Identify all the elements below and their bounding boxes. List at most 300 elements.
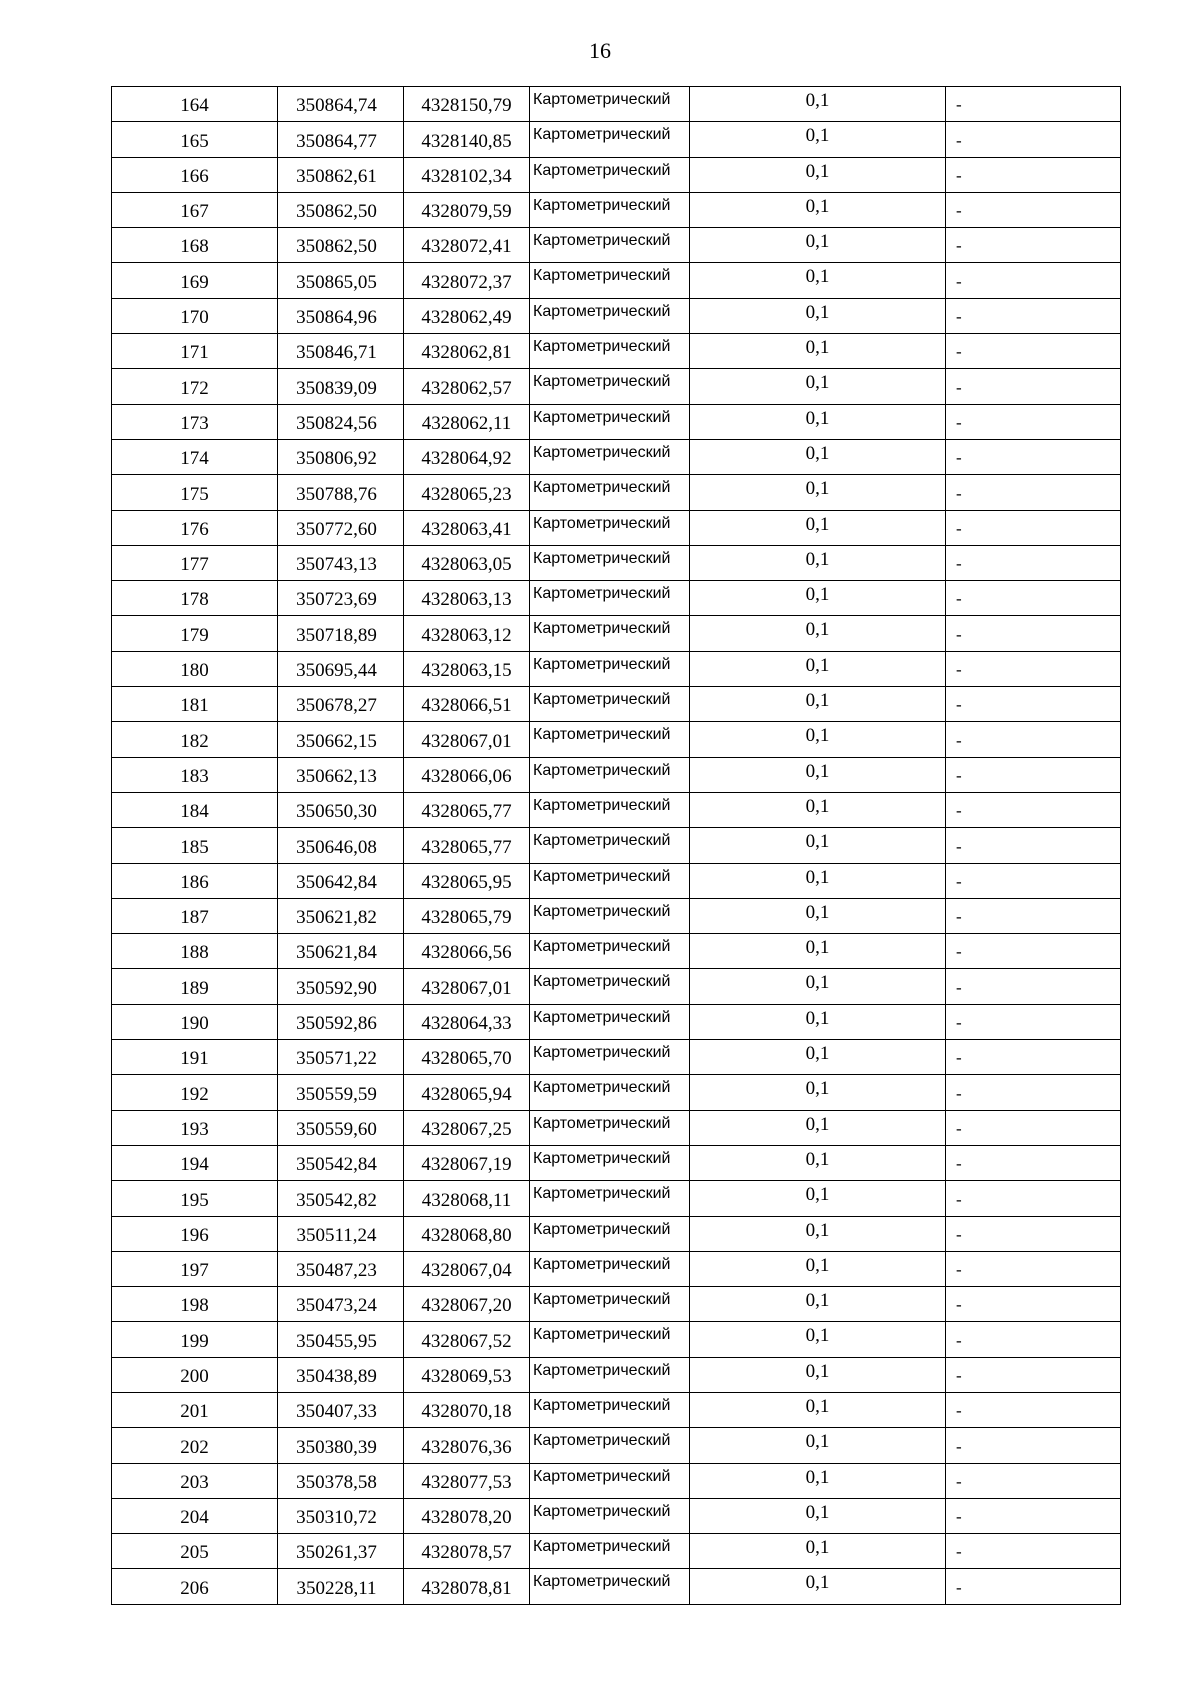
- accuracy-cell: 0,1: [690, 1569, 946, 1604]
- point-number-cell: 202: [112, 1428, 278, 1463]
- point-number-cell: 167: [112, 192, 278, 227]
- point-number-cell: 169: [112, 263, 278, 298]
- description-cell: -: [946, 1322, 1121, 1357]
- description-cell: -: [946, 439, 1121, 474]
- description-cell: -: [946, 369, 1121, 404]
- point-number-cell: 195: [112, 1181, 278, 1216]
- x-coordinate-cell: 350642,84: [278, 863, 404, 898]
- method-cell: Картометрический: [530, 1569, 690, 1604]
- y-coordinate-cell: 4328102,34: [404, 157, 530, 192]
- method-cell: Картометрический: [530, 1357, 690, 1392]
- description-cell: -: [946, 510, 1121, 545]
- y-coordinate-cell: 4328065,77: [404, 828, 530, 863]
- x-coordinate-cell: 350438,89: [278, 1357, 404, 1392]
- x-coordinate-cell: 350862,50: [278, 192, 404, 227]
- point-number-cell: 168: [112, 228, 278, 263]
- table-row: [112, 1145, 1121, 1180]
- table-row: [112, 1392, 1121, 1427]
- table-row: [112, 898, 1121, 933]
- description-cell: -: [946, 545, 1121, 580]
- y-coordinate-cell: 4328062,81: [404, 334, 530, 369]
- accuracy-cell: 0,1: [690, 722, 946, 757]
- accuracy-cell: 0,1: [690, 651, 946, 686]
- description-cell: -: [946, 1463, 1121, 1498]
- description-cell: -: [946, 1110, 1121, 1145]
- table-row: [112, 581, 1121, 616]
- description-cell: -: [946, 1498, 1121, 1533]
- method-cell: Картометрический: [530, 1075, 690, 1110]
- accuracy-cell: 0,1: [690, 828, 946, 863]
- method-cell: Картометрический: [530, 1181, 690, 1216]
- accuracy-cell: 0,1: [690, 792, 946, 827]
- accuracy-cell: 0,1: [690, 439, 946, 474]
- method-cell: Картометрический: [530, 757, 690, 792]
- y-coordinate-cell: 4328064,33: [404, 1004, 530, 1039]
- accuracy-cell: 0,1: [690, 510, 946, 545]
- description-cell: -: [946, 298, 1121, 333]
- method-cell: Картометрический: [530, 298, 690, 333]
- method-cell: Картометрический: [530, 616, 690, 651]
- description-cell: -: [946, 863, 1121, 898]
- x-coordinate-cell: 350621,82: [278, 898, 404, 933]
- description-cell: -: [946, 828, 1121, 863]
- point-number-cell: 180: [112, 651, 278, 686]
- y-coordinate-cell: 4328065,77: [404, 792, 530, 827]
- point-number-cell: 178: [112, 581, 278, 616]
- point-number-cell: 179: [112, 616, 278, 651]
- point-number-cell: 176: [112, 510, 278, 545]
- x-coordinate-cell: 350559,60: [278, 1110, 404, 1145]
- table-row: [112, 828, 1121, 863]
- table-row: [112, 263, 1121, 298]
- y-coordinate-cell: 4328067,20: [404, 1287, 530, 1322]
- point-number-cell: 184: [112, 792, 278, 827]
- x-coordinate-cell: 350772,60: [278, 510, 404, 545]
- method-cell: Картометрический: [530, 1463, 690, 1498]
- table-row: [112, 439, 1121, 474]
- method-cell: Картометрический: [530, 439, 690, 474]
- x-coordinate-cell: 350846,71: [278, 334, 404, 369]
- y-coordinate-cell: 4328062,57: [404, 369, 530, 404]
- x-coordinate-cell: 350662,15: [278, 722, 404, 757]
- table-row: [112, 404, 1121, 439]
- description-cell: -: [946, 1181, 1121, 1216]
- method-cell: Картометрический: [530, 1145, 690, 1180]
- description-cell: -: [946, 1216, 1121, 1251]
- table-row: [112, 298, 1121, 333]
- method-cell: Картометрический: [530, 122, 690, 157]
- method-cell: Картометрический: [530, 828, 690, 863]
- point-number-cell: 173: [112, 404, 278, 439]
- accuracy-cell: 0,1: [690, 1287, 946, 1322]
- x-coordinate-cell: 350662,13: [278, 757, 404, 792]
- method-cell: Картометрический: [530, 1287, 690, 1322]
- y-coordinate-cell: 4328066,51: [404, 687, 530, 722]
- accuracy-cell: 0,1: [690, 934, 946, 969]
- x-coordinate-cell: 350839,09: [278, 369, 404, 404]
- table-row: [112, 157, 1121, 192]
- description-cell: -: [946, 934, 1121, 969]
- description-cell: -: [946, 757, 1121, 792]
- table-row: [112, 757, 1121, 792]
- accuracy-cell: 0,1: [690, 263, 946, 298]
- y-coordinate-cell: 4328067,19: [404, 1145, 530, 1180]
- x-coordinate-cell: 350621,84: [278, 934, 404, 969]
- description-cell: -: [946, 263, 1121, 298]
- point-number-cell: 174: [112, 439, 278, 474]
- description-cell: -: [946, 228, 1121, 263]
- accuracy-cell: 0,1: [690, 369, 946, 404]
- x-coordinate-cell: 350378,58: [278, 1463, 404, 1498]
- x-coordinate-cell: 350650,30: [278, 792, 404, 827]
- y-coordinate-cell: 4328068,80: [404, 1216, 530, 1251]
- method-cell: Картометрический: [530, 87, 690, 122]
- y-coordinate-cell: 4328063,15: [404, 651, 530, 686]
- x-coordinate-cell: 350824,56: [278, 404, 404, 439]
- y-coordinate-cell: 4328062,11: [404, 404, 530, 439]
- table-row: [112, 1251, 1121, 1286]
- table-row: [112, 1075, 1121, 1110]
- method-cell: Картометрический: [530, 369, 690, 404]
- description-cell: -: [946, 1251, 1121, 1286]
- accuracy-cell: 0,1: [690, 1428, 946, 1463]
- table-row: [112, 1428, 1121, 1463]
- description-cell: -: [946, 722, 1121, 757]
- point-number-cell: 190: [112, 1004, 278, 1039]
- x-coordinate-cell: 350473,24: [278, 1287, 404, 1322]
- table-row: [112, 792, 1121, 827]
- x-coordinate-cell: 350695,44: [278, 651, 404, 686]
- accuracy-cell: 0,1: [690, 969, 946, 1004]
- y-coordinate-cell: 4328065,23: [404, 475, 530, 510]
- coordinates-table-body: [112, 87, 1121, 1605]
- y-coordinate-cell: 4328066,06: [404, 757, 530, 792]
- accuracy-cell: 0,1: [690, 1040, 946, 1075]
- method-cell: Картометрический: [530, 157, 690, 192]
- y-coordinate-cell: 4328066,56: [404, 934, 530, 969]
- point-number-cell: 165: [112, 122, 278, 157]
- point-number-cell: 193: [112, 1110, 278, 1145]
- point-number-cell: 197: [112, 1251, 278, 1286]
- method-cell: Картометрический: [530, 1392, 690, 1427]
- table-row: [112, 334, 1121, 369]
- description-cell: -: [946, 1392, 1121, 1427]
- accuracy-cell: 0,1: [690, 298, 946, 333]
- table-row: [112, 510, 1121, 545]
- description-cell: -: [946, 898, 1121, 933]
- accuracy-cell: 0,1: [690, 687, 946, 722]
- y-coordinate-cell: 4328067,25: [404, 1110, 530, 1145]
- x-coordinate-cell: 350806,92: [278, 439, 404, 474]
- y-coordinate-cell: 4328079,59: [404, 192, 530, 227]
- method-cell: Картометрический: [530, 687, 690, 722]
- page-number: 16: [589, 38, 611, 63]
- table-row: [112, 1004, 1121, 1039]
- point-number-cell: 164: [112, 87, 278, 122]
- table-row: [112, 475, 1121, 510]
- table-row: [112, 1216, 1121, 1251]
- y-coordinate-cell: 4328150,79: [404, 87, 530, 122]
- accuracy-cell: 0,1: [690, 228, 946, 263]
- accuracy-cell: 0,1: [690, 1145, 946, 1180]
- method-cell: Картометрический: [530, 1322, 690, 1357]
- description-cell: -: [946, 1569, 1121, 1604]
- description-cell: -: [946, 792, 1121, 827]
- table-row: [112, 192, 1121, 227]
- accuracy-cell: 0,1: [690, 1463, 946, 1498]
- table-row: [112, 1287, 1121, 1322]
- point-number-cell: 200: [112, 1357, 278, 1392]
- y-coordinate-cell: 4328067,01: [404, 969, 530, 1004]
- x-coordinate-cell: 350862,50: [278, 228, 404, 263]
- accuracy-cell: 0,1: [690, 1004, 946, 1039]
- accuracy-cell: 0,1: [690, 122, 946, 157]
- accuracy-cell: 0,1: [690, 1251, 946, 1286]
- accuracy-cell: 0,1: [690, 1322, 946, 1357]
- y-coordinate-cell: 4328068,11: [404, 1181, 530, 1216]
- description-cell: -: [946, 1075, 1121, 1110]
- table-row: [112, 1534, 1121, 1569]
- table-row: [112, 1498, 1121, 1533]
- table-row: [112, 969, 1121, 1004]
- y-coordinate-cell: 4328069,53: [404, 1357, 530, 1392]
- table-row: [112, 1357, 1121, 1392]
- method-cell: Картометрический: [530, 722, 690, 757]
- table-row: [112, 934, 1121, 969]
- point-number-cell: 206: [112, 1569, 278, 1604]
- accuracy-cell: 0,1: [690, 1075, 946, 1110]
- table-row: [112, 651, 1121, 686]
- point-number-cell: 188: [112, 934, 278, 969]
- x-coordinate-cell: 350511,24: [278, 1216, 404, 1251]
- x-coordinate-cell: 350455,95: [278, 1322, 404, 1357]
- table-row: [112, 1463, 1121, 1498]
- method-cell: Картометрический: [530, 863, 690, 898]
- table-row: [112, 1110, 1121, 1145]
- description-cell: -: [946, 1145, 1121, 1180]
- y-coordinate-cell: 4328078,81: [404, 1569, 530, 1604]
- accuracy-cell: 0,1: [690, 334, 946, 369]
- x-coordinate-cell: 350865,05: [278, 263, 404, 298]
- point-number-cell: 201: [112, 1392, 278, 1427]
- point-number-cell: 183: [112, 757, 278, 792]
- table-row: [112, 1569, 1121, 1604]
- accuracy-cell: 0,1: [690, 475, 946, 510]
- x-coordinate-cell: 350864,96: [278, 298, 404, 333]
- method-cell: Картометрический: [530, 1428, 690, 1463]
- accuracy-cell: 0,1: [690, 157, 946, 192]
- point-number-cell: 189: [112, 969, 278, 1004]
- y-coordinate-cell: 4328065,95: [404, 863, 530, 898]
- point-number-cell: 194: [112, 1145, 278, 1180]
- y-coordinate-cell: 4328078,57: [404, 1534, 530, 1569]
- x-coordinate-cell: 350407,33: [278, 1392, 404, 1427]
- table-row: [112, 616, 1121, 651]
- accuracy-cell: 0,1: [690, 898, 946, 933]
- y-coordinate-cell: 4328065,79: [404, 898, 530, 933]
- x-coordinate-cell: 350380,39: [278, 1428, 404, 1463]
- point-number-cell: 204: [112, 1498, 278, 1533]
- table-row: [112, 228, 1121, 263]
- y-coordinate-cell: 4328078,20: [404, 1498, 530, 1533]
- method-cell: Картометрический: [530, 792, 690, 827]
- method-cell: Картометрический: [530, 1216, 690, 1251]
- accuracy-cell: 0,1: [690, 1216, 946, 1251]
- point-number-cell: 181: [112, 687, 278, 722]
- x-coordinate-cell: 350592,86: [278, 1004, 404, 1039]
- point-number-cell: 172: [112, 369, 278, 404]
- table-row: [112, 722, 1121, 757]
- method-cell: Картометрический: [530, 192, 690, 227]
- x-coordinate-cell: 350678,27: [278, 687, 404, 722]
- description-cell: -: [946, 192, 1121, 227]
- x-coordinate-cell: 350559,59: [278, 1075, 404, 1110]
- description-cell: -: [946, 1040, 1121, 1075]
- method-cell: Картометрический: [530, 581, 690, 616]
- method-cell: Картометрический: [530, 1040, 690, 1075]
- x-coordinate-cell: 350788,76: [278, 475, 404, 510]
- y-coordinate-cell: 4328067,01: [404, 722, 530, 757]
- description-cell: -: [946, 475, 1121, 510]
- x-coordinate-cell: 350261,37: [278, 1534, 404, 1569]
- point-number-cell: 203: [112, 1463, 278, 1498]
- point-number-cell: 171: [112, 334, 278, 369]
- point-number-cell: 199: [112, 1322, 278, 1357]
- method-cell: Картометрический: [530, 334, 690, 369]
- point-number-cell: 187: [112, 898, 278, 933]
- accuracy-cell: 0,1: [690, 581, 946, 616]
- accuracy-cell: 0,1: [690, 1110, 946, 1145]
- point-number-cell: 192: [112, 1075, 278, 1110]
- point-number-cell: 185: [112, 828, 278, 863]
- x-coordinate-cell: 350487,23: [278, 1251, 404, 1286]
- table-row: [112, 87, 1121, 122]
- accuracy-cell: 0,1: [690, 545, 946, 580]
- method-cell: Картометрический: [530, 1251, 690, 1286]
- accuracy-cell: 0,1: [690, 87, 946, 122]
- method-cell: Картометрический: [530, 898, 690, 933]
- description-cell: -: [946, 1428, 1121, 1463]
- y-coordinate-cell: 4328077,53: [404, 1463, 530, 1498]
- point-number-cell: 177: [112, 545, 278, 580]
- x-coordinate-cell: 350310,72: [278, 1498, 404, 1533]
- x-coordinate-cell: 350864,77: [278, 122, 404, 157]
- table-row: [112, 545, 1121, 580]
- x-coordinate-cell: 350542,82: [278, 1181, 404, 1216]
- table-row: [112, 369, 1121, 404]
- y-coordinate-cell: 4328063,05: [404, 545, 530, 580]
- point-number-cell: 175: [112, 475, 278, 510]
- description-cell: -: [946, 334, 1121, 369]
- description-cell: -: [946, 122, 1121, 157]
- y-coordinate-cell: 4328140,85: [404, 122, 530, 157]
- description-cell: -: [946, 969, 1121, 1004]
- y-coordinate-cell: 4328072,37: [404, 263, 530, 298]
- method-cell: Картометрический: [530, 969, 690, 1004]
- description-cell: -: [946, 616, 1121, 651]
- method-cell: Картометрический: [530, 1498, 690, 1533]
- description-cell: -: [946, 687, 1121, 722]
- method-cell: Картометрический: [530, 404, 690, 439]
- y-coordinate-cell: 4328062,49: [404, 298, 530, 333]
- accuracy-cell: 0,1: [690, 757, 946, 792]
- table-row: [112, 687, 1121, 722]
- accuracy-cell: 0,1: [690, 1181, 946, 1216]
- y-coordinate-cell: 4328063,13: [404, 581, 530, 616]
- table-row: [112, 863, 1121, 898]
- accuracy-cell: 0,1: [690, 863, 946, 898]
- y-coordinate-cell: 4328070,18: [404, 1392, 530, 1427]
- y-coordinate-cell: 4328067,04: [404, 1251, 530, 1286]
- accuracy-cell: 0,1: [690, 404, 946, 439]
- y-coordinate-cell: 4328076,36: [404, 1428, 530, 1463]
- method-cell: Картометрический: [530, 263, 690, 298]
- method-cell: Картометрический: [530, 1534, 690, 1569]
- x-coordinate-cell: 350718,89: [278, 616, 404, 651]
- y-coordinate-cell: 4328063,41: [404, 510, 530, 545]
- y-coordinate-cell: 4328067,52: [404, 1322, 530, 1357]
- y-coordinate-cell: 4328065,94: [404, 1075, 530, 1110]
- point-number-cell: 186: [112, 863, 278, 898]
- table-row: [112, 1040, 1121, 1075]
- x-coordinate-cell: 350864,74: [278, 87, 404, 122]
- table-row: [112, 1181, 1121, 1216]
- description-cell: -: [946, 1357, 1121, 1392]
- method-cell: Картометрический: [530, 651, 690, 686]
- x-coordinate-cell: 350592,90: [278, 969, 404, 1004]
- point-number-cell: 205: [112, 1534, 278, 1569]
- point-number-cell: 182: [112, 722, 278, 757]
- method-cell: Картометрический: [530, 228, 690, 263]
- accuracy-cell: 0,1: [690, 1392, 946, 1427]
- accuracy-cell: 0,1: [690, 1534, 946, 1569]
- description-cell: -: [946, 581, 1121, 616]
- description-cell: -: [946, 157, 1121, 192]
- description-cell: -: [946, 1534, 1121, 1569]
- y-coordinate-cell: 4328065,70: [404, 1040, 530, 1075]
- description-cell: -: [946, 87, 1121, 122]
- description-cell: -: [946, 1004, 1121, 1039]
- method-cell: Картометрический: [530, 475, 690, 510]
- method-cell: Картометрический: [530, 934, 690, 969]
- method-cell: Картометрический: [530, 1004, 690, 1039]
- method-cell: Картометрический: [530, 510, 690, 545]
- x-coordinate-cell: 350646,08: [278, 828, 404, 863]
- point-number-cell: 166: [112, 157, 278, 192]
- table-row: [112, 1322, 1121, 1357]
- accuracy-cell: 0,1: [690, 192, 946, 227]
- description-cell: -: [946, 1287, 1121, 1322]
- accuracy-cell: 0,1: [690, 616, 946, 651]
- x-coordinate-cell: 350862,61: [278, 157, 404, 192]
- accuracy-cell: 0,1: [690, 1498, 946, 1533]
- point-number-cell: 196: [112, 1216, 278, 1251]
- method-cell: Картометрический: [530, 545, 690, 580]
- method-cell: Картометрический: [530, 1110, 690, 1145]
- point-number-cell: 198: [112, 1287, 278, 1322]
- point-number-cell: 191: [112, 1040, 278, 1075]
- x-coordinate-cell: 350743,13: [278, 545, 404, 580]
- description-cell: -: [946, 651, 1121, 686]
- y-coordinate-cell: 4328064,92: [404, 439, 530, 474]
- y-coordinate-cell: 4328072,41: [404, 228, 530, 263]
- description-cell: -: [946, 404, 1121, 439]
- y-coordinate-cell: 4328063,12: [404, 616, 530, 651]
- x-coordinate-cell: 350571,22: [278, 1040, 404, 1075]
- table-row: [112, 122, 1121, 157]
- accuracy-cell: 0,1: [690, 1357, 946, 1392]
- point-number-cell: 170: [112, 298, 278, 333]
